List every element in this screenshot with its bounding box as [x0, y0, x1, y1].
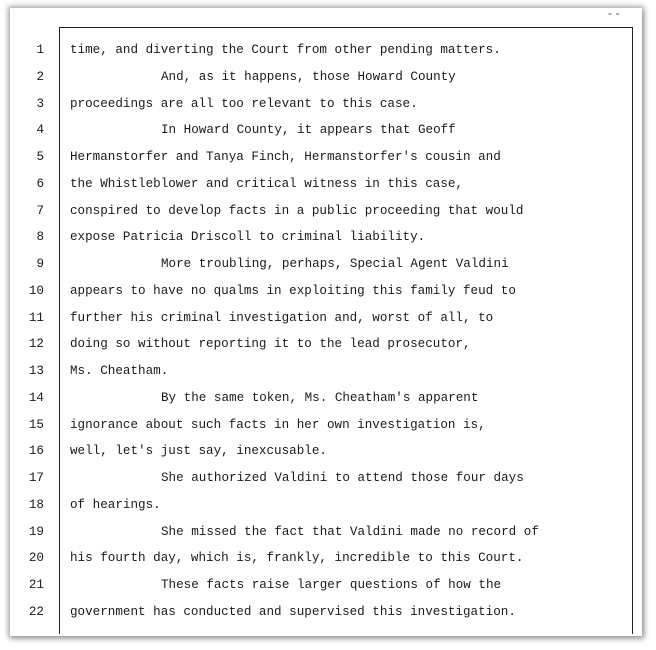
transcript-line: [10, 574, 642, 600]
transcript-line: [10, 93, 642, 119]
line-text: government has conducted and supervised this investigation.: [70, 604, 516, 619]
line-text: proceedings are all too relevant to this case.: [70, 96, 418, 111]
line-text: And, as it happens, those Howard County: [161, 69, 456, 84]
transcript-line: [10, 467, 642, 493]
line-text: the Whistleblower and critical witness in this case,: [70, 176, 463, 191]
transcript-line: [10, 494, 642, 520]
transcript-line: [10, 307, 642, 333]
line-text: expose Patricia Driscoll to criminal liability.: [70, 230, 426, 245]
line-text: doing so without reporting it to the lead prosecutor,: [70, 337, 471, 352]
transcript-line: [10, 440, 642, 466]
transcript-line: [10, 601, 642, 627]
transcript-line: [10, 173, 642, 199]
line-text: By the same token, Ms. Cheatham's apparent: [161, 390, 479, 405]
line-text: his fourth day, which is, frankly, incredible to this Court.: [70, 551, 524, 566]
line-text: In Howard County, it appears that Geoff: [161, 123, 456, 138]
line-number: 16: [28, 444, 44, 459]
line-number: 9: [36, 257, 44, 271]
line-text: further his criminal investigation and, worst of all, to: [70, 310, 494, 325]
line-number: 12: [28, 337, 44, 352]
line-number: 5: [36, 150, 44, 164]
transcript-line: [10, 521, 642, 547]
line-number: 21: [28, 578, 44, 592]
page-number: --: [606, 9, 622, 21]
line-number: 11: [28, 310, 44, 325]
line-text: conspired to develop facts in a public proceeding that would: [70, 203, 524, 218]
line-number: 20: [28, 551, 44, 566]
line-text: Ms. Cheatham.: [70, 364, 169, 378]
transcript-line: [10, 200, 642, 226]
transcript-line: [10, 333, 642, 359]
transcript-line: [10, 547, 642, 573]
line-text: well, let's just say, inexcusable.: [70, 444, 327, 459]
line-text: More troubling, perhaps, Special Agent Valdini: [161, 257, 509, 271]
line-number: 14: [28, 390, 44, 405]
line-text: ignorance about such facts in her own investigation is,: [70, 417, 486, 432]
line-text: These facts raise larger questions of how the: [161, 578, 502, 592]
line-text: She missed the fact that Valdini made no record of: [161, 524, 539, 539]
transcript-line: [10, 360, 642, 386]
line-number: 3: [36, 96, 44, 111]
transcript-line: [10, 39, 642, 65]
transcript-line: [10, 414, 642, 440]
line-number: 17: [28, 471, 44, 485]
transcript-line: [10, 253, 642, 279]
line-number: 1: [36, 43, 44, 57]
line-text: of hearings.: [70, 497, 161, 512]
line-number: 8: [36, 230, 44, 245]
transcript-line: [10, 146, 642, 172]
line-text: time, and diverting the Court from other pending matters.: [70, 43, 501, 57]
line-number: 6: [36, 176, 44, 191]
line-text: She authorized Valdini to attend those four days: [161, 471, 524, 485]
line-number: 22: [28, 604, 44, 619]
line-number: 13: [28, 364, 44, 378]
transcript-line: [10, 280, 642, 306]
line-number: 4: [36, 123, 44, 138]
line-number: 19: [28, 524, 44, 539]
line-number: 10: [28, 283, 44, 298]
transcript-page: [10, 8, 642, 636]
line-number: 7: [36, 203, 44, 218]
line-number: 18: [28, 497, 44, 512]
line-text: Hermanstorfer and Tanya Finch, Hermanstorfer's cousin and: [70, 150, 501, 164]
transcript-line: [10, 66, 642, 92]
line-text: appears to have no qualms in exploiting this family feud to: [70, 283, 516, 298]
transcript-line: [10, 226, 642, 252]
transcript-line: [10, 387, 642, 413]
transcript-line: [10, 119, 642, 145]
line-number: 15: [28, 417, 44, 432]
line-number: 2: [36, 69, 44, 84]
